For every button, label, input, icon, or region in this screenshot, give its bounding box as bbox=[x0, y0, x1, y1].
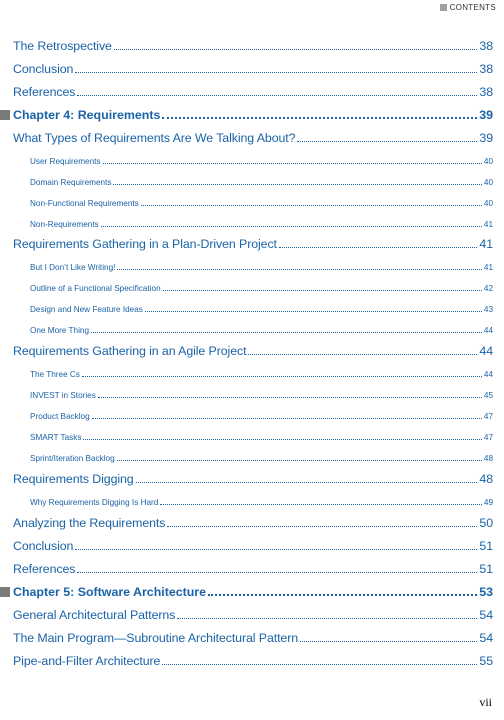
toc-entry-page[interactable]: 47 bbox=[483, 412, 493, 422]
dot-leader bbox=[145, 311, 482, 312]
toc-entry-page[interactable]: 44 bbox=[479, 344, 493, 359]
toc-entry[interactable] bbox=[13, 530, 493, 553]
toc-entry[interactable] bbox=[13, 314, 493, 335]
header-square-icon bbox=[440, 4, 447, 11]
dot-leader bbox=[75, 549, 477, 550]
dot-leader bbox=[101, 226, 482, 227]
toc-chapter-entry[interactable] bbox=[0, 576, 493, 599]
toc-entry-page[interactable]: 44 bbox=[483, 370, 493, 380]
dot-leader bbox=[92, 418, 482, 419]
dot-leader bbox=[167, 526, 477, 527]
toc-entry-title[interactable]: Conclusion bbox=[13, 539, 74, 554]
toc-entry-page[interactable]: 54 bbox=[479, 607, 493, 622]
toc-entry-title[interactable]: Requirements Gathering in an Agile Project bbox=[13, 344, 247, 359]
toc-entry[interactable] bbox=[13, 442, 493, 463]
toc-entry-page[interactable]: 54 bbox=[479, 630, 493, 645]
toc-entry-title[interactable]: The Three Cs bbox=[30, 370, 80, 380]
dot-leader bbox=[300, 641, 477, 642]
dot-leader bbox=[82, 376, 482, 377]
toc-entry-page[interactable]: 48 bbox=[479, 472, 493, 487]
toc-entry[interactable] bbox=[13, 599, 493, 622]
toc-entry-title[interactable]: SMART Tasks bbox=[30, 433, 82, 443]
toc-entry-title[interactable]: References bbox=[13, 84, 76, 99]
toc-entry-page[interactable]: 40 bbox=[483, 177, 493, 187]
toc-entry[interactable] bbox=[13, 507, 493, 530]
toc-entry-page[interactable]: 40 bbox=[483, 156, 493, 166]
toc-entry-page[interactable]: 39 bbox=[479, 107, 493, 122]
toc-entry-page[interactable]: 38 bbox=[479, 38, 493, 53]
toc-entry-page[interactable]: 53 bbox=[479, 584, 493, 599]
toc-entry[interactable] bbox=[13, 293, 493, 314]
toc-entry[interactable] bbox=[13, 187, 493, 208]
dot-leader bbox=[83, 439, 481, 440]
toc-entry-title[interactable]: References bbox=[13, 561, 76, 576]
toc-entry[interactable] bbox=[13, 272, 493, 293]
toc-entry[interactable] bbox=[13, 463, 493, 486]
toc-entry-title[interactable]: Why Requirements Digging Is Hard bbox=[30, 498, 159, 508]
toc-entry[interactable] bbox=[13, 30, 493, 53]
table-of-contents bbox=[13, 30, 493, 668]
toc-entry-title[interactable]: Sprint/Iteration Backlog bbox=[30, 454, 115, 464]
dot-leader bbox=[98, 397, 482, 398]
dot-leader bbox=[162, 117, 477, 119]
toc-entry-title[interactable]: Chapter 5: Software Architecture bbox=[13, 584, 207, 599]
toc-entry-title[interactable]: Domain Requirements bbox=[30, 177, 112, 187]
toc-entry-title[interactable]: User Requirements bbox=[30, 156, 101, 166]
toc-entry[interactable] bbox=[13, 208, 493, 229]
toc-entry[interactable] bbox=[13, 335, 493, 358]
dot-leader bbox=[160, 504, 482, 505]
toc-entry-page[interactable]: 49 bbox=[483, 498, 493, 508]
toc-entry[interactable] bbox=[13, 379, 493, 400]
toc-entry-title[interactable]: Pipe-and-Filter Architecture bbox=[13, 653, 161, 668]
toc-entry-title[interactable]: Requirements Digging bbox=[13, 472, 134, 487]
dot-leader bbox=[248, 354, 477, 355]
toc-entry-title[interactable]: What Types of Requirements Are We Talking About? bbox=[13, 130, 296, 145]
toc-entry-title[interactable]: Product Backlog bbox=[30, 412, 90, 422]
toc-entry-title[interactable]: The Retrospective bbox=[13, 38, 112, 53]
toc-entry[interactable] bbox=[13, 145, 493, 166]
toc-entry-page[interactable]: 45 bbox=[483, 391, 493, 401]
dot-leader bbox=[77, 572, 477, 573]
toc-entry[interactable] bbox=[13, 122, 493, 145]
dot-leader bbox=[103, 163, 482, 164]
toc-entry-title[interactable]: Design and New Feature Ideas bbox=[30, 305, 143, 315]
dot-leader bbox=[77, 95, 477, 96]
toc-entry-page[interactable]: 51 bbox=[479, 561, 493, 576]
toc-entry[interactable] bbox=[13, 486, 493, 507]
toc-entry[interactable] bbox=[13, 400, 493, 421]
toc-entry-title[interactable]: General Architectural Patterns bbox=[13, 607, 176, 622]
dot-leader bbox=[136, 482, 478, 483]
toc-entry-page[interactable]: 38 bbox=[479, 61, 493, 76]
dot-leader bbox=[91, 332, 482, 333]
toc-entry[interactable] bbox=[13, 421, 493, 442]
dot-leader bbox=[75, 72, 477, 73]
toc-entry[interactable] bbox=[13, 251, 493, 272]
toc-entry-title[interactable]: INVEST in Stories bbox=[30, 391, 96, 401]
dot-leader bbox=[177, 618, 477, 619]
dot-leader bbox=[114, 49, 478, 50]
toc-entry-page[interactable]: 39 bbox=[479, 130, 493, 145]
toc-entry-page[interactable]: 48 bbox=[483, 454, 493, 464]
dot-leader bbox=[162, 664, 477, 665]
header-label: CONTENTS bbox=[449, 3, 496, 12]
toc-entry-title[interactable]: The Main Program—Subroutine Architectural Pattern bbox=[13, 630, 299, 645]
dot-leader bbox=[113, 184, 481, 185]
running-header bbox=[440, 3, 496, 12]
toc-entry[interactable] bbox=[13, 166, 493, 187]
dot-leader bbox=[117, 460, 482, 461]
dot-leader bbox=[279, 247, 478, 248]
toc-chapter-entry[interactable] bbox=[0, 99, 493, 122]
toc-entry[interactable] bbox=[13, 53, 493, 76]
toc-entry[interactable] bbox=[13, 553, 493, 576]
toc-entry-title[interactable]: Chapter 4: Requirements bbox=[13, 107, 161, 122]
toc-entry-title[interactable]: Requirements Gathering in a Plan-Driven Project bbox=[13, 237, 277, 252]
toc-entry-title[interactable]: One More Thing bbox=[30, 326, 90, 336]
toc-entry-page[interactable]: 42 bbox=[483, 284, 493, 294]
toc-entry-title[interactable]: Analyzing the Requirements bbox=[13, 516, 166, 531]
toc-entry-title[interactable]: Outline of a Functional Specification bbox=[30, 284, 161, 294]
toc-entry-title[interactable]: Non-Functional Requirements bbox=[30, 198, 139, 208]
toc-entry-page[interactable]: 41 bbox=[483, 219, 493, 229]
toc-entry[interactable] bbox=[13, 76, 493, 99]
toc-entry[interactable] bbox=[13, 622, 493, 645]
dot-leader bbox=[163, 290, 482, 291]
toc-entry-page[interactable]: 44 bbox=[483, 326, 493, 336]
page-number: vii bbox=[479, 695, 492, 709]
chapter-bullet-icon bbox=[0, 110, 10, 120]
dot-leader bbox=[208, 594, 477, 596]
toc-entry-page[interactable]: 41 bbox=[483, 263, 493, 273]
toc-entry[interactable] bbox=[13, 229, 493, 252]
toc-entry-page[interactable]: 50 bbox=[479, 516, 493, 531]
toc-entry-title[interactable]: But I Don’t Like Writing! bbox=[30, 263, 116, 273]
dot-leader bbox=[117, 269, 481, 270]
toc-entry-page[interactable]: 40 bbox=[483, 198, 493, 208]
chapter-bullet-icon bbox=[0, 587, 10, 597]
toc-entry-page[interactable]: 43 bbox=[483, 305, 493, 315]
toc-entry-page[interactable]: 38 bbox=[479, 84, 493, 99]
toc-entry[interactable] bbox=[13, 358, 493, 379]
toc-entry-page[interactable]: 47 bbox=[483, 433, 493, 443]
toc-entry-page[interactable]: 41 bbox=[479, 237, 493, 252]
toc-entry-title[interactable]: Conclusion bbox=[13, 61, 74, 76]
toc-entry[interactable] bbox=[13, 645, 493, 668]
toc-entry-title[interactable]: Non-Requirements bbox=[30, 219, 99, 229]
toc-entry-page[interactable]: 55 bbox=[479, 653, 493, 668]
dot-leader bbox=[141, 205, 482, 206]
toc-entry-page[interactable]: 51 bbox=[479, 539, 493, 554]
dot-leader bbox=[297, 141, 477, 142]
